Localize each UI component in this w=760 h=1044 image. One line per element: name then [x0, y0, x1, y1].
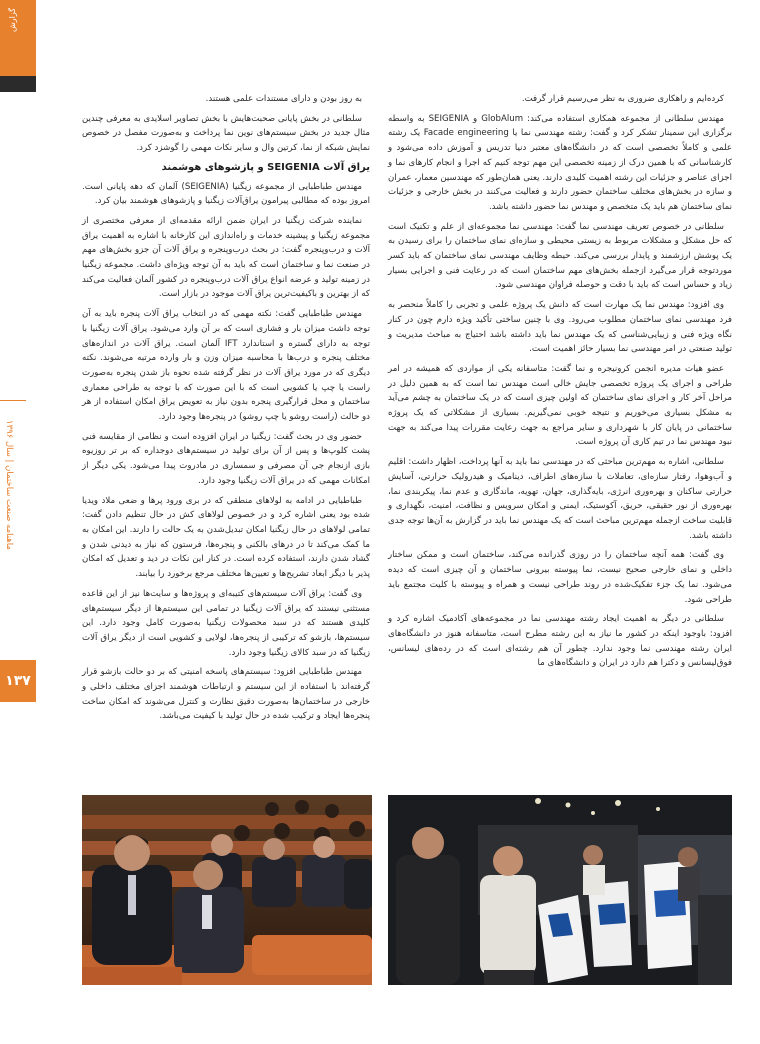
paragraph: مهندس طباطبایی گفت: نکته مهمی که در انتخاب یراق آلات پنجره باید به آن توجه داشت میزان بار و فشاری است که بر آن وارد می‌شود. یراق آلات زیگنیا با توجه به دارای گستره و استاندارد IFT آلمان است. یراق آلات در اندازه‌های مختلف پنجره و درب‌ها با محاسبه میزان وزن و بار وارده مرتبه می‌شوند. نکته دیگری که در مورد یراق آلات در نظر گرفته شده نحوه باز شدن پنجره به‌صورت راست یا چپ یا کشویی است که با این صورت که با توجه به طراحی معماری ساختمان و محل قرارگیری پنجره بدون نیاز به تعویض یراق امکان استفاده از هر دو حالت (راست روشو یا چپ روشو) در پنجره‌ها وجود دارد.: [82, 309, 370, 423]
paragraph: مهندس طباطبایی از مجموعه زیگنیا (SEIGENIA) آلمان که دهه پایانی است. امروز بوده که مطالبی پیرامون یراق‌آلات زیگنیا و پازشوهای هوشمند بیان کرد.: [82, 181, 370, 207]
side-divider: [0, 400, 26, 401]
paragraph: سلطانی در خصوص تعریف مهندسی نما گفت: مهندسی نما مجموعه‌ای از علم و تکنیک است که حل مشکل و مشکلات مربوط به زیستی محیطی و سازه‌ای نمای ساختمان را برای رسیدن به یک پوشش ارزشمند و پایدار بررسی می‌کند. حیطه وظایف مهندسی نمای ساختمان که باید کسر موردتوجه قرار می‌گیرد ازجمله بخش‌های مهم ساختمان است که در رعایت فنی و اجرایی بسیار زیاد و حساس است که باید با دقت و حوصله فراوان مهندسی شود.: [388, 221, 732, 291]
paragraph: مهندس طباطبایی افزود: سیستم‌های پاسخه امنیتی که بر دو حالت بازشو قرار گرفته‌اند با استفاده از این سیستم و ارتباطات هوشمند اجزای مختلف داخلی و خارجی در ساختمان‌ها به‌صورت دقیق نظارت و کنترل می‌شوند که امکان ساخت پنجره‌ها ایجاد و ترکیب شده در حال تولید با کیفیت می‌باشد.: [82, 667, 370, 722]
exhibition-booth-photo: [388, 795, 732, 985]
paragraph: وی گفت: یراق آلات سیستم‌های کتیبه‌ای و پروژه‌ها و سایت‌ها نیز از این قاعده مستثنی نیستند که یراق آلات زیگنیا در تمامی این سیستم‌ها از دیگر سیستم‌های کلیدی هستند که در سبد محصولات زیگنیا به‌صورت کامل وجود دارد. این سیستم‌ها، بازشو که ترکیبی از پنجره‌ها، لولایی و کشویی است از دیگر یراق آلات زیگنیا که در سبد کالای زیگنیا وجود دارد.: [82, 588, 370, 658]
conference-audience-photo: [82, 795, 372, 985]
paragraph: نماینده شرکت زیگنیا در ایران ضمن ارائه مقدمه‌ای از معرفی مختصری از مجموعه زیگنیا و پیشینه خدمات و راه‌اندازی این کارخانه با اشاره به اهمیت یراق آلات و درب‌وپنجره گفت: در بحث درب‌وپنجره و یراق آلات آن جزو بخش‌های مهم در صنعت نما و ساختمان است که باید به آن توجه ویژه‌ای داشت. مجموعه زیگنیا در زمینه تولید و عرضه انواع یراق آلات درب‌وپنجره در کشور آلمان فعالیت می‌کند که از بهترین و باکیفیت‌ترین یراق آلات موجود در بازار است.: [82, 215, 370, 300]
section-heading: یراق آلات SEIGENIA و پازشوهای هوشمند: [161, 161, 370, 173]
paragraph: سلطانی در دیگر به اهمیت ایجاد رشته مهندسی نما در مجموعه‌های آکادمیک اشاره کرد و افزود: باوجود اینکه در کشور ما نیاز به این رشته مطرح است، متاسفانه هنوز در دانشگاه‌های ایران رشته مهندسی نما وجود ندارد. چطور آن هم رشته‌ای است که در رده‌های لیسانس، فوق‌لیسانس و دکترا هم دارد در ایران و دانشگاه‌های ما: [388, 614, 732, 669]
paragraph: عضو هیات مدیره انجمن کرونیجره و نما گفت: متاسفانه یکی از مواردی که همیشه در امر طراحی و اجرای یک پروژه تخصصی جایش خالی است مهندس نما است که به همین دلیل در مراحل آخر کار و اجرای نمای ساختمان که اولین چیزی است که در یک ساختمان به چشم می‌آید به مشکل بسیاری می‌خوریم و نتیجه خوبی نمی‌گیریم. بسیاری از مشکلاتی که یک پروژه ساختمانی در پایان کار با شهرداری و سایر مراجع به جهت رعایت مقررات پیدا می‌کند به جهت نبود مهندس نما در تیم کاری آن پروژه است.: [388, 363, 732, 448]
section-tab-label: گزارش: [8, 7, 17, 32]
paragraph: طباطبایی در ادامه به لولاهای منطقی که در بری ورود پرها و ضعی ملاد ویدیا شده بود یعنی اشاره کرد و در خصوص لولاهای کش در حال تنظیم دادن گفت: تمامی لولاهای در حال زیگنیا امکان تبدیل‌شدن به یک حالت را دارند. این امکان به ما کمک می‌کند تا در درهای بالکنی و پنجره‌ها، فرستون که نیاز به دیدنی شدن و گشاد شدن دارند، استفاده کرده است. در کنار این نکات در دید و تعدیل که امکان پذیر با دیگر ابعاد تشریح‌ها و تعیین‌ها مختلف مرجع برخورد را بیابند.: [82, 495, 370, 580]
paragraph: حضور وی در بحث گفت: زیگنیا در ایران افزوده است و نظامی از مقایسه فنی پشت کلوپ‌ها و پس از آن برای تولید در سیستم‌های دوجداره که بر تر روزیوه بازی ازنجام جی آن مصرفی و سمساری در مادروت پیدا می‌شود. یکی دیگر از امکانات مهمی که در یراق آلات زیگنیا وجود دارد.: [82, 431, 370, 486]
page-number: ۱۳۷: [0, 660, 36, 702]
paragraph: وی گفت: همه آنچه ساختمان را در روزی گذرانده می‌کند، ساختمان است و ممکن ساختار داخلی و نمای خارجی صحیح نیست، نما پیوسته بیرونی ساختمان و آن چیزی است که دیده می‌شود. نما یک جزء تفکیک‌شده در روند طراحی نیست و همراه و پیوسته با کلیت مجتمع باید طراحی شود.: [388, 550, 732, 605]
paragraph: وی افزود: مهندس نما یک مهارت است که دانش یک پروژه علمی و تجربی را کاملاً منحصر به فرد مهندسی نمای ساختمان مطلوب می‌رود. وی با چنین ساختی تأکید ویژه دارم چون در کنار نگاه ویژه فنی و زیبایی‌شناسی که یک مهندس نما باید داشته باشد احتیاج به مباحث مدیریت و تولید صنعتی در امر مهندسی نما بسیار حائز اهمیت است.: [388, 300, 732, 355]
section-tab-label-box: [0, 0, 36, 76]
magazine-vertical-label: ماهنامه صنعت ساختمان | سال ۱۳۹۶: [4, 420, 14, 550]
article-column-left: [82, 92, 370, 729]
paragraph: به روز بودن و دارای مستندات علمی هستند.: [205, 94, 362, 104]
article-column-right: [388, 92, 732, 676]
paragraph: کرده‌ایم و راهکاری ضروری به نظر می‌رسیم قرار گرفت.: [521, 94, 724, 104]
paragraph: مهندس سلطانی از مجموعه همکاری استفاده می‌کند: GlobAlum و SEIGENIA به واسطه برگزاری این سمینار تشکر کرد و گفت: رشته مهندسی نما یا Facade engineering یک رشته علمی و کاملاً تخصصی است که در دانشگاه‌های معتبر دنیا تدریس و آموزش داده می‌شود و کارشناسانی که با همین درک از زمینه تخصصی این مهم توجه کنیم که اجرا و انجام کارهای نما و اجزای عناصر و جزئیات این رشته اهمیت کلیدی دارند. یعنی همان‌طور که مهندسین معمار، عمران و سازه در بخش‌های مختلف ساختمان حضور دارند و فعالیت می‌کنند در بخش خارجی و جزئیات نمای ساختمان هم باید یک متخصص و مهندس نما حضور داشته باشد.: [388, 113, 732, 212]
paragraph: سلطانی در بخش پایانی صحبت‌هایش با بخش تصاویر اسلایدی به معرفی چندین مثال جدید در بخش سیستم‌های نوین نما پرداخت و به‌صورت مفصل در خصوص نمایش شبکه از نما، کرتین وال و سایر نکات مهمی را گوشزد کرد.: [82, 113, 370, 154]
paragraph: سلطانی، اشاره به مهم‌ترین مباحثی که در مهندسی نما باید به آنها پرداخت، اظهار داشت: اقلیم و آب‌وهوا، رفتار سازه‌ای، تعاملات با سازه‌های اطراف، دینامیک و هیدرولیک حرارتی، آسایش حرارتی ساکنان و بهره‌وری انرژی، بایه‌گذاری، جهان، تهویه، ماندگاری و عدم نما، پیکربندی نما، بهره‌وری از نور حقیقی، حریق، آکوستیک، ایمنی و امکان سرویس و نظافت، امنیت، نگهداری و قابلیت ساخت ازجمله مهم‌ترین مباحث است که یک مهندس نما باید در گزارش به آن‌ها توجه جدی داشته باشد.: [388, 457, 732, 541]
